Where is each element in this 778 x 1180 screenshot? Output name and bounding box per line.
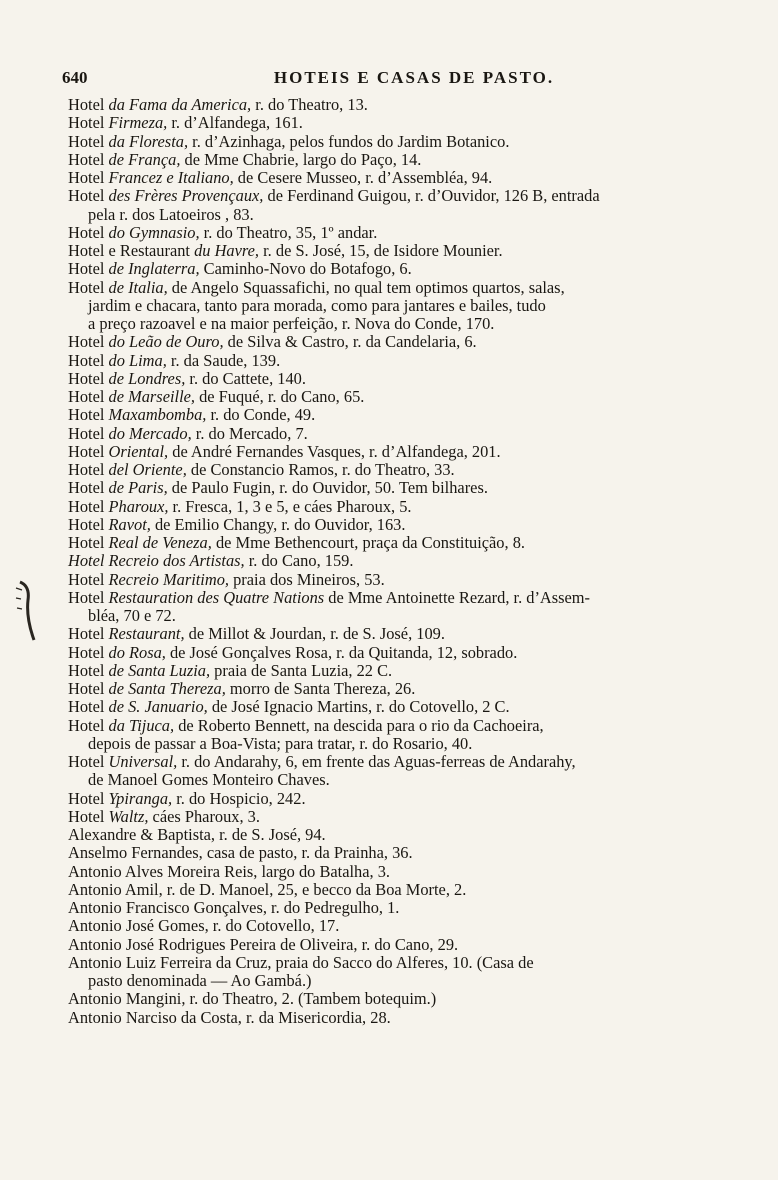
establishment-name: da Tijuca, [108,715,175,735]
page-header [62,66,726,90]
entry-lead: Anselmo Fernandes, casa de pasto, r. da Prainha, 36. [68,843,413,863]
entry [68,333,714,351]
entry-details: r. do Hospicio, 242. [172,788,306,808]
entry-lead: Hotel [68,113,109,133]
entry-details: de Angelo Squassafichi, no qual tem optimos quartos, salas, jardim e chacara, tanto para morada, como para jantares e bailes, tudo a preço razoavel e na maior perfeição, r. Nova do Conde, 170. [88,277,565,333]
margin-bracket-mark [14,578,42,644]
entry-details: de Mme Antoinette Rezard, r. d’Assem- bléa, 70 e 72. [88,587,590,625]
establishment-name: de Paris, [108,478,168,498]
entry-lead: Hotel [68,350,109,370]
entry [68,881,714,899]
entry-details: praia de Santa Luzia, 22 C. [210,660,393,680]
entry-details: r. do Mercado, 7. [191,423,308,443]
entry [68,425,714,443]
entry-lead: Hotel e Restaurant [68,241,195,260]
entry-details: de José Ignacio Martins, r. do Cotovello, 2 C. [207,697,510,717]
entry [68,698,714,716]
entry [68,625,714,643]
entry-details: r. do Theatro, 13. [251,95,368,114]
entry-details: r. do Cano, 159. [244,551,354,571]
establishment-name: Real de Veneza, [108,533,212,552]
entry-lead: Hotel [68,149,109,169]
entry-details: de José Gonçalves Rosa, r. da Quitanda, 12, sobrado. [165,642,518,662]
entry-lead: Antonio Amil, r. de D. Manoel, 25, e becco da Boa Morte, 2. [68,879,467,899]
entry-details: de Mme Bethencourt, praça da Constituição, 8. [211,533,525,552]
entry [68,717,714,754]
entry-details: de Ferdinand Guigou, r. d’Ouvidor, 126 B, entrada pela r. dos Latoeiros , 83. [88,186,600,224]
entry [68,863,714,881]
establishment-name: del Oriente, [108,460,187,479]
entry [68,388,714,406]
entry-lead: Hotel [68,368,109,388]
establishment-name: de Santa Thereza, [108,679,226,698]
establishment-name: Ypiranga, [108,788,173,808]
entry-lead: Hotel [68,387,109,406]
establishment-name: de S. Januario, [108,697,208,717]
entry-details: de Silva & Castro, r. da Candelaria, 6. [223,332,477,352]
entry-lead: Hotel [68,441,109,461]
entry-lead: Hotel [68,168,109,187]
entry [68,224,714,242]
entry-lead: Hotel [68,533,109,552]
entry-details: de Cesere Musseo, r. d’Assembléa, 94. [233,168,493,187]
entry [68,151,714,169]
establishment-name: da Floresta, [108,131,189,151]
establishment-name: Restauration des Quatre Nations [108,587,325,607]
establishment-name: Universal, [108,752,178,771]
entry-details: r. do Andarahy, 6, em frente das Aguas-ferreas de Andarahy, de Manoel Gomes Monteiro Chaves. [88,752,576,790]
entry-details: r. do Cattete, 140. [185,368,306,388]
entry-lead: Antonio Francisco Gonçalves, r. do Pedregulho, 1. [68,898,400,917]
establishment-name: Francez e Italiano, [108,168,234,187]
entry-lead: Hotel [68,95,109,114]
entry-lead: Hotel [68,624,109,644]
entry-details: morro de Santa Thereza, 26. [225,679,416,698]
establishment-name: Maxambomba, [108,405,207,425]
entry-details: r. d’Alfandega, 161. [167,113,303,133]
entry-details: de Mme Chabrie, largo do Paço, 14. [180,149,422,169]
entry [68,242,714,260]
entry-lead: Antonio José Rodrigues Pereira de Oliveira, r. do Cano, 29. [68,934,459,954]
entry-lead: Hotel [68,277,109,297]
entry [68,936,714,954]
entry-lead: Antonio Alves Moreira Reis, largo do Batalha, 3. [68,861,390,881]
establishment-name: des Frères Provençaux, [108,186,264,206]
entry-lead: Hotel [68,423,109,443]
establishment-name: Oriental, [108,441,169,461]
establishment-name: Firmeza, [108,113,168,133]
entry-lead: Hotel [68,806,109,826]
entry-lead: Hotel [68,660,109,680]
page-number: 640 [62,68,88,87]
entry [68,279,714,334]
entry [68,589,714,626]
establishment-name: Restaurant, [108,624,185,644]
entry [68,808,714,826]
entry [68,370,714,388]
entry [68,1009,714,1027]
entry-details: r. Fresca, 1, 3 e 5, e cáes Pharoux, 5. [168,496,412,516]
entry [68,680,714,698]
establishment-name: Hotel Recreio dos Artistas, [68,551,245,571]
entry [68,498,714,516]
entry-details: praia dos Mineiros, 53. [229,569,385,589]
entry [68,187,714,224]
entry-lead: Hotel [68,259,109,279]
entry-lead: Hotel [68,222,109,242]
entry [68,406,714,424]
entry-lead: Antonio Luiz Ferreira da Cruz, praia do Sacco do Alferes, 10. (Casa de pasto denominada — Ao Gambá.) [68,952,534,990]
entry-lead: Antonio Mangini, r. do Theatro, 2. (Tambem botequim.) [68,989,437,1009]
establishment-name: do Leão de Ouro, [108,332,224,352]
entry [68,534,714,552]
entry-details: r. de S. José, 15, de Isidore Mounier. [259,241,503,260]
establishment-name: da Fama da America, [108,95,252,114]
entry [68,96,714,114]
establishment-name: Recreio Maritimo, [108,569,229,589]
entry-details: Caminho-Novo do Botafogo, 6. [199,259,412,279]
entry [68,443,714,461]
entry-lead: Hotel [68,679,109,698]
entry-lead: Hotel [68,587,109,607]
establishment-name: do Gymnasio, [108,222,200,242]
establishment-name: de Italia, [108,277,168,297]
entry-details: de André Fernandes Vasques, r. d’Alfandega, 201. [168,441,501,461]
entry-details: r. d’Azinhaga, pelos fundos do Jardim Botanico. [188,131,510,151]
entry [68,662,714,680]
entry-lead: Hotel [68,460,109,479]
entry-details: de Roberto Bennett, na descida para o rio da Cachoeira, depois de passar a Boa-Vista; para tratar, r. do Rosario, 40. [88,715,544,753]
entry-lead: Hotel [68,186,109,206]
entry-details: r. do Theatro, 35, 1º andar. [199,222,378,242]
establishment-name: Pharoux, [108,496,169,516]
establishment-name: de Santa Luzia, [108,660,211,680]
entry-lead: Antonio Narciso da Costa, r. da Misericordia, 28. [68,1007,391,1027]
entry-lead: Hotel [68,697,109,717]
entry-lead: Hotel [68,405,109,425]
entry [68,790,714,808]
entry-lead: Hotel [68,569,109,589]
entry-details: de Millot & Jourdan, r. de S. José, 109. [184,624,445,644]
entry-details: de Paulo Fugin, r. do Ouvidor, 50. Tem bilhares. [167,478,488,498]
entry-details: de Emilio Changy, r. do Ouvidor, 163. [150,514,406,534]
entry [68,571,714,589]
entry [68,552,714,570]
entry [68,917,714,935]
entry-lead: Hotel [68,788,109,808]
entry-details: r. da Saude, 139. [166,350,281,370]
entry-lead: Hotel [68,478,109,498]
entry-lead: Hotel [68,514,109,534]
entry [68,753,714,790]
entry-details: cáes Pharoux, 3. [148,806,260,826]
entry [68,516,714,534]
entry-lead: Hotel [68,496,109,516]
entry [68,133,714,151]
entry [68,826,714,844]
entry-lead: Hotel [68,332,109,352]
entry [68,990,714,1008]
entry-lead: Alexandre & Baptista, r. de S. José, 94. [68,825,326,844]
entry [68,260,714,278]
entry [68,479,714,497]
entry-lead: Hotel [68,642,109,662]
entry [68,352,714,370]
entry [68,844,714,862]
establishment-name: du Havre, [194,241,260,260]
running-head: HOTEIS E CASAS DE PASTO. [273,68,555,87]
entry [68,114,714,132]
establishment-name: do Rosa, [108,642,166,662]
entry [68,644,714,662]
establishment-name: do Lima, [108,350,167,370]
establishment-name: de Londres, [108,368,186,388]
entry [68,461,714,479]
establishment-name: Ravot, [108,514,151,534]
entry-lead: Hotel [68,131,109,151]
establishment-name: de França, [108,149,181,169]
entry [68,899,714,917]
establishment-name: de Marseille, [108,387,195,406]
entry-details: r. do Conde, 49. [206,405,316,425]
establishment-name: Waltz, [108,806,149,826]
establishment-name: de Inglaterra, [108,259,200,279]
entry-list [68,96,714,1027]
entry-details: de Constancio Ramos, r. do Theatro, 33. [186,460,455,479]
entry [68,954,714,991]
entry-details: de Fuqué, r. do Cano, 65. [195,387,365,406]
entry-lead: Antonio José Gomes, r. do Cotovello, 17. [68,916,340,936]
entry [68,169,714,187]
entry-lead: Hotel [68,752,109,771]
entry-lead: Hotel [68,715,109,735]
establishment-name: do Mercado, [108,423,192,443]
